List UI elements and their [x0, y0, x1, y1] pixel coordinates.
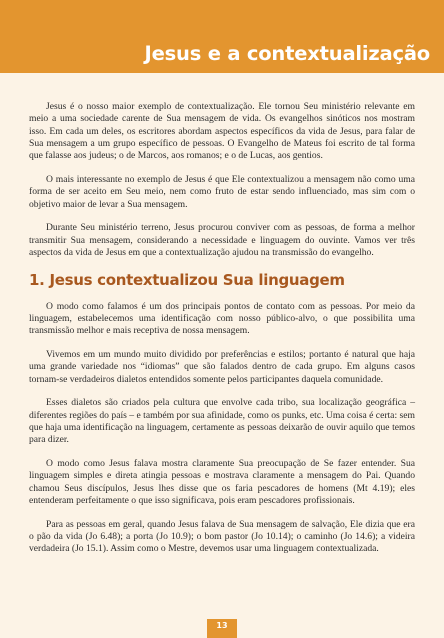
section-heading: 1. Jesus contextualizou Sua linguagem	[29, 271, 345, 290]
chapter-title: Jesus e a contextualização	[144, 42, 430, 65]
intro-paragraph: Jesus é o nosso maior exemplo de contextualização. Ele tornou Seu ministério relevante em meio a uma sociedade carente de Sua mensagem de vida. Os evangelhos sinóticos nos mostram isso. Em cada um deles, os escritores abordam aspectos específicos da vida de Jesus, para falar de Sua mensagem a um grupo específico de pessoas. O Evangelho de Mateus foi escrito de tal forma que falasse aos judeus; o de Marcos, aos romanos; e o de Lucas, aos gentios.	[29, 101, 415, 162]
section-paragraph: O modo como Jesus falava mostra claramente Sua preocupação de Se fazer entender. Sua linguagem simples e direta atingia pessoas e mostrava claramente a mensagem do Pai. Quando chamou Seus discípulos, Jesus lhes disse que os faria pescadores de homens (Mt 4.19); eles entenderam perfeitamente o que isso significava, pois eram pescadores profissionais.	[29, 458, 415, 506]
page-number: 13	[207, 619, 237, 638]
section-paragraph: O modo como falamos é um dos principais pontos de contato com as pessoas. Por meio da linguagem, estabelecemos uma identificação com nosso público-alvo, o que possibilita uma transmissão melhor e mais receptiva de nossa mensagem.	[29, 300, 415, 337]
section-paragraph: Esses dialetos são criados pela cultura que envolve cada tribo, sua localização geográfica – diferentes regiões do país – e também por sua afinidade, como os punks, etc. Uma coisa é certa: sem que haja uma identificação na linguagem, certamente as pessoas deixarão de ouvir aquilo que temos para dizer.	[29, 397, 415, 446]
chapter-header-band	[0, 0, 444, 73]
page-content	[29, 101, 415, 567]
intro-paragraph: Durante Seu ministério terreno, Jesus procurou conviver com as pessoas, de forma a melhor transmitir Sua mensagem, considerando a necessidade e linguagem do ouvinte. Vamos ver três aspectos da vida de Jesus em que a contextualização ajudou na transmissão do evangelho.	[29, 222, 415, 258]
section-paragraph: Para as pessoas em geral, quando Jesus falava de Sua mensagem de salvação, Ele dizia que era o pão da vida (Jo 6.48); a porta (Jo 10.9); o bom pastor (Jo 10.14); o caminho (Jo 14.6); a videira verdadeira (Jo 15.1). Assim como o Mestre, devemos usar uma linguagem contextualizada.	[29, 518, 415, 555]
intro-paragraph: O mais interessante no exemplo de Jesus é que Ele contextualizou a mensagem não como uma forma de ser aceito em Seu meio, nem como fruto de estar sendo influenciado, mas sim com o objetivo maior de levar a Sua mensagem.	[29, 173, 415, 210]
section-paragraph: Vivemos em um mundo muito dividido por preferências e estilos; portanto é natural que haja uma grande variedade nos “idiomas” que são falados dentro de cada grupo. Em alguns casos tornam-se verdadeiros dialetos entendidos somente pelos participantes daquela comunidade.	[29, 348, 415, 385]
